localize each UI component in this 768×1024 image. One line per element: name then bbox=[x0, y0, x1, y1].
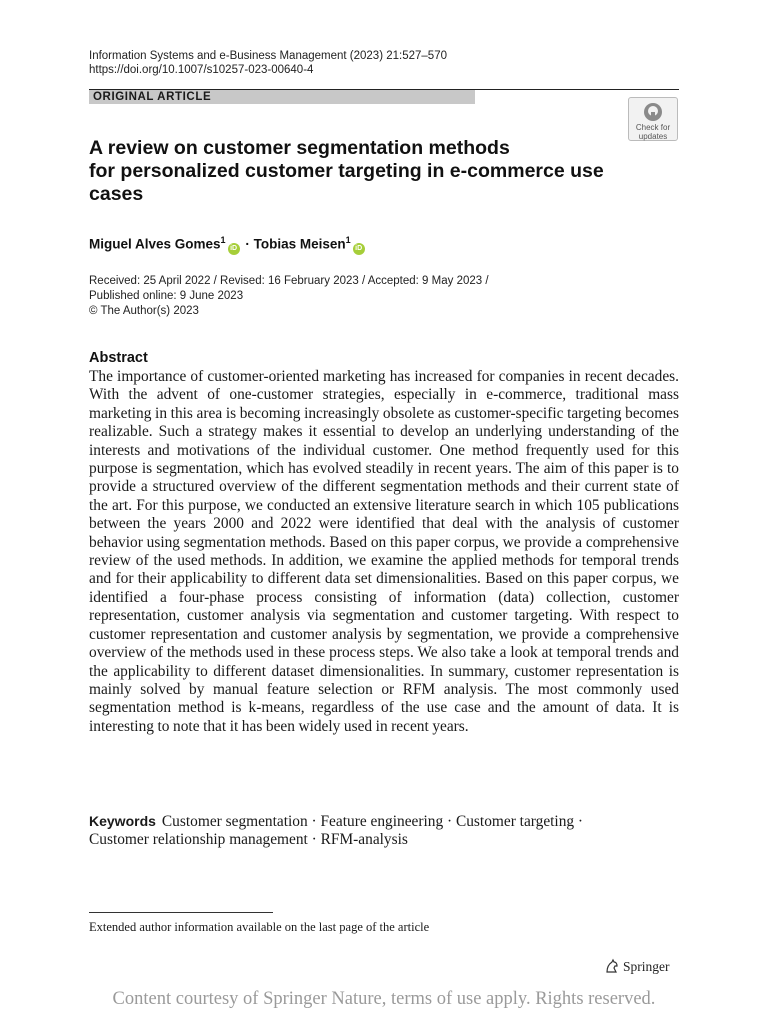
keywords-line-1: Customer segmentation · Feature engineering · Customer targeting · bbox=[161, 813, 584, 830]
badge-line-2: updates bbox=[638, 132, 668, 141]
author-name[interactable]: Tobias Meisen bbox=[253, 236, 346, 252]
check-for-updates-badge[interactable] bbox=[628, 97, 678, 141]
abstract-text: The importance of customer-oriented marketing has increased for companies in recent decades. With the advent of one-customer strategies, especially in e-commerce, traditional mass marketing in this area is becoming increasingly obsolete as customer-specific targeting becomes realizable. Such a strategy makes it essential to develop an underlying understanding of the interests and motivations of the individual customer. One method frequently used for this purpose is segmentation, which has evolved steadily in recent years. The aim of this paper is to provide a structured overview of the different segmentation methods and their current state of the art. For this purpose, we conducted an extensive literature search in which 105 publications between the years 2000 and 2022 were identified that deal with the analysis of customer behavior using segmentation methods. Based on this paper corpus, we provide a comprehensive review of the used methods. In addition, we examine the applied methods for temporal trends and for their applicability to different data set dimensionalities. Based on this paper corpus, we identified a four-phase process consisting of information (data) collection, customer representation, customer analysis via segmentation and customer targeting. With respect to customer representation and customer analysis by segmentation, we provide a comprehensive overview of the methods used in these process steps. We also take a look at temporal trends and the applicability to different dataset dimensionalities. In summary, customer representation is mainly solved by manual feature selection or RFM analysis. The most commonly used segmentation method is k-means, regardless of the use case and the amount of data. It is interesting to note that it has been widely used in recent years. bbox=[89, 368, 679, 735]
journal-citation: Information Systems and e-Business Management (2023) 21:527–570 bbox=[89, 50, 447, 62]
title-line-2: for personalized customer targeting in e-commerce use bbox=[89, 160, 604, 182]
article-type-label: ORIGINAL ARTICLE bbox=[89, 90, 475, 104]
author-name[interactable]: Miguel Alves Gomes bbox=[89, 236, 221, 252]
keywords-label: Keywords bbox=[89, 813, 156, 829]
footnote: Extended author information available on the last page of the article bbox=[89, 920, 430, 934]
title-line-3: cases bbox=[89, 183, 144, 205]
publisher-name: Springer bbox=[623, 959, 670, 974]
article-title bbox=[89, 137, 619, 206]
keywords-line-2: Customer relationship management · RFM-analysis bbox=[89, 831, 408, 849]
orcid-icon[interactable]: iD bbox=[353, 243, 365, 255]
springer-horse-icon bbox=[604, 958, 620, 974]
doi-link[interactable]: https://doi.org/10.1007/s10257-023-00640-4 bbox=[89, 64, 314, 76]
footnote-rule bbox=[89, 912, 273, 913]
copyright: © The Author(s) 2023 bbox=[89, 305, 199, 317]
badge-line-1: Check for bbox=[635, 123, 671, 132]
title-line-1: A review on customer segmentation methods bbox=[89, 137, 510, 159]
courtesy-notice: Content courtesy of Springer Nature, terms of use apply. Rights reserved. bbox=[112, 989, 656, 1009]
dates-line-2: Published online: 9 June 2023 bbox=[89, 290, 244, 302]
abstract-heading: Abstract bbox=[89, 350, 148, 366]
keywords-section bbox=[89, 812, 679, 850]
publication-dates bbox=[89, 274, 489, 319]
author-affiliation: 1 bbox=[345, 235, 351, 245]
author-affiliation: 1 bbox=[220, 235, 226, 245]
author-list bbox=[89, 230, 367, 255]
orcid-icon[interactable]: iD bbox=[228, 243, 240, 255]
dates-line-1: Received: 25 April 2022 / Revised: 16 February 2023 / Accepted: 9 May 2023 / bbox=[89, 275, 489, 287]
publisher-logo bbox=[604, 958, 670, 976]
check-updates-icon bbox=[641, 101, 665, 123]
author-separator: · bbox=[245, 236, 250, 252]
